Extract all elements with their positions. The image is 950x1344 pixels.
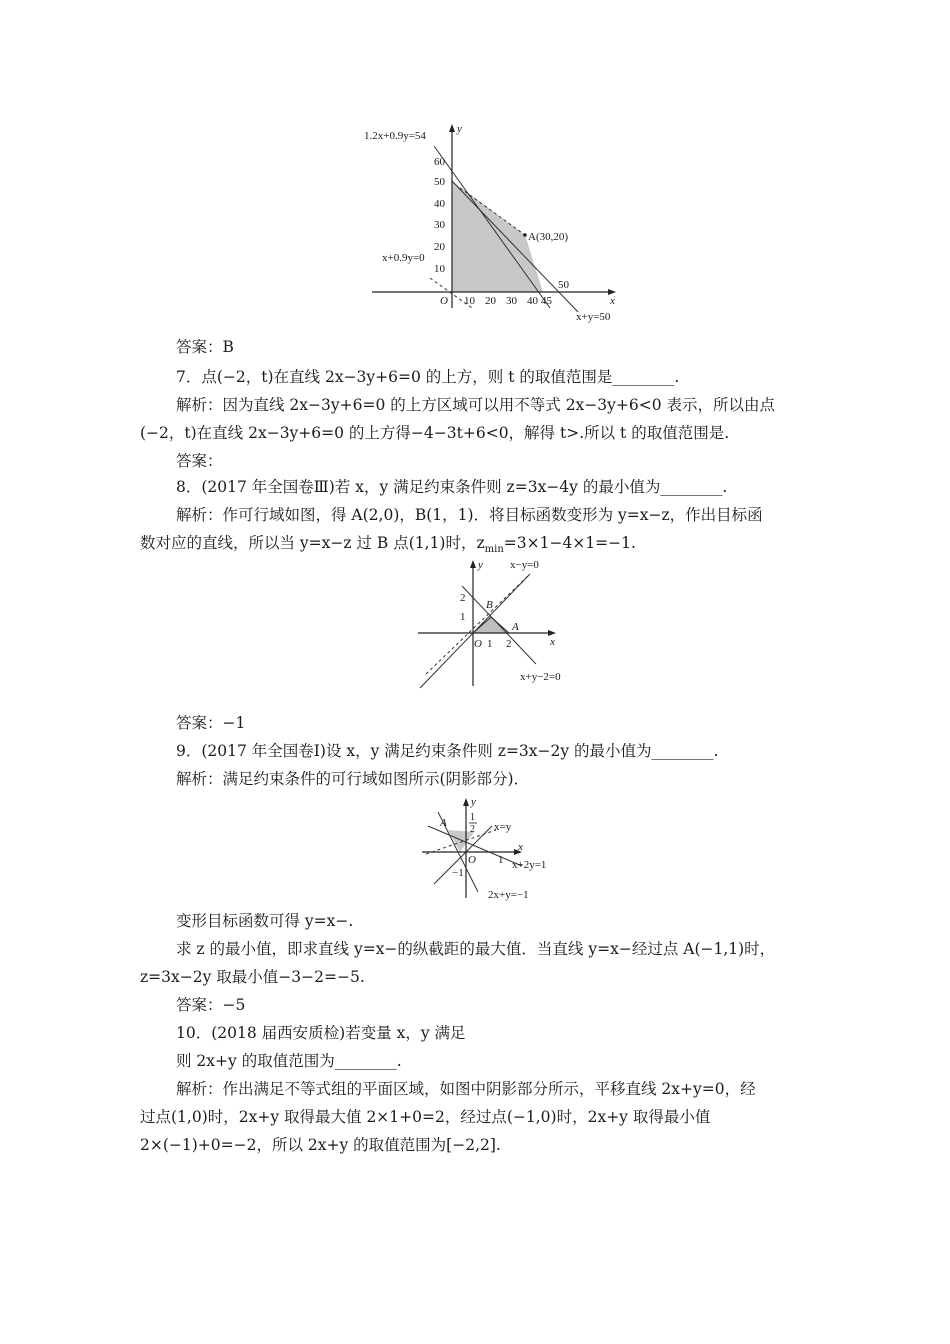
label-point-b: B xyxy=(486,599,493,611)
point-a-dot xyxy=(523,233,527,237)
half-numerator: 1 xyxy=(470,812,475,823)
half-denominator: 2 xyxy=(470,824,475,835)
tick-y-m1: −1 xyxy=(452,867,464,879)
label-point-a: A(30,20) xyxy=(528,231,569,243)
label-origin: O xyxy=(440,295,448,307)
tick-x-40: 40 xyxy=(527,295,538,307)
solution-8-line-1: 解析：作可行域如图，得 A(2,0)，B(1，1)．将目标函数变形为 y=x−z，作出目标函 xyxy=(176,506,763,524)
question-10-line-1: 10．(2018 届西安质检)若变量 x，y 满足 xyxy=(176,1024,466,1042)
solution-7-line-2: (−2，t)在直线 2x−3y+6=0 的上方得−4−3t+6<0，解得 t>.所以 t 的取值范围是. xyxy=(140,424,730,442)
label-xy2: x+y−2=0 xyxy=(520,671,561,683)
solution-9-line-4: z=3x−2y 取最小值−3−2=−5. xyxy=(140,968,365,986)
solution-10-line-3: 2×(−1)+0=−2，所以 2x+y 的取值范围为[−2,2]. xyxy=(140,1136,501,1154)
figure-2-feasible-region xyxy=(412,556,572,691)
answer-9: 答案：−5 xyxy=(176,996,246,1014)
tick-x-30: 30 xyxy=(506,295,517,307)
answer-6: 答案：B xyxy=(176,338,234,356)
tick-x-45: 45 xyxy=(541,295,552,307)
subscript-min: min xyxy=(484,544,504,556)
answer-7: 答案： xyxy=(176,452,223,470)
tick-x-1: 1 xyxy=(498,854,504,866)
label-50: 50 xyxy=(558,279,569,291)
tick-y-60: 60 xyxy=(434,156,445,168)
label-x-axis: x xyxy=(550,636,555,648)
label-xy: x=y xyxy=(494,821,512,833)
y-axis-arrow xyxy=(470,560,476,568)
feasible-region-hatched xyxy=(473,617,509,633)
solution-9-line-3: 求 z 的最小值，即求直线 y=x−的纵截距的最大值．当直线 y=x−经过点 A(−1,1)时， xyxy=(176,940,776,958)
question-9: 9．(2017 年全国卷Ⅰ)设 x，y 满足约束条件则 z=3x−2y 的最小值为________. xyxy=(176,742,719,760)
tick-x-1: 1 xyxy=(487,638,493,650)
y-axis-arrow xyxy=(449,124,455,132)
question-8: 8．(2017 年全国卷Ⅲ)若 x，y 满足约束条件则 z=3x−4y 的最小值为________. xyxy=(176,478,728,496)
answer-8: 答案：−1 xyxy=(176,714,246,732)
solution-9-line-2: 变形目标函数可得 y=x−. xyxy=(176,912,354,930)
label-xy0: x−y=0 xyxy=(510,559,539,571)
figure-3-feasible-region xyxy=(416,792,576,904)
label-point-a: A xyxy=(512,621,519,633)
label-origin: O xyxy=(468,854,476,866)
tick-y-40: 40 xyxy=(434,198,445,210)
tick-y-2: 2 xyxy=(460,592,466,604)
figure-1-linear-programming xyxy=(360,118,630,328)
tick-y-20: 20 xyxy=(434,241,445,253)
tick-y-1: 1 xyxy=(460,611,466,623)
solution-8-text: 数对应的直线，所以当 y=x−z 过 B 点(1,1)时，z xyxy=(140,534,485,552)
question-7: 7．点(−2，t)在直线 2x−3y+6=0 的上方，则 t 的取值范围是________. xyxy=(176,368,680,386)
tick-x-20: 20 xyxy=(485,295,496,307)
label-x-axis: x xyxy=(518,841,523,853)
tick-y-50: 50 xyxy=(434,176,445,188)
label-x2y: x+2y=1 xyxy=(512,859,547,871)
tick-x-2: 2 xyxy=(506,638,512,650)
solution-7-line-1: 解析：因为直线 2x−3y+6=0 的上方区域可以用不等式 2x−3y+6<0 表示，所以由点 xyxy=(176,396,776,414)
solution-9-line-1: 解析：满足约束条件的可行域如图所示(阴影部分)． xyxy=(176,770,530,788)
label-point-a: A xyxy=(440,817,447,829)
label-xy50: x+y=50 xyxy=(576,311,611,323)
solution-8-tail: =3×1−4×1=−1. xyxy=(503,534,636,552)
tick-x-10: 10 xyxy=(464,295,475,307)
solution-10-line-1: 解析：作出满足不等式组的平面区域，如图中阴影部分所示，平移直线 2x+y=0，经 xyxy=(176,1080,756,1098)
y-axis-arrow xyxy=(463,798,469,806)
solution-10-line-2: 过点(1,0)时，2x+y 取得最大值 2×1+0=2，经过点(−1,0)时，2x+y 取得最小值 xyxy=(140,1108,711,1126)
tick-y-10: 10 xyxy=(434,263,445,275)
tick-y-30: 30 xyxy=(434,219,445,231)
label-y-axis: y xyxy=(478,559,483,571)
label-y-axis: y xyxy=(471,796,476,808)
label-x-axis: x xyxy=(610,295,615,307)
label-2xy: 2x+y=−1 xyxy=(488,889,529,901)
question-10-line-2: 则 2x+y 的取值范围为________. xyxy=(176,1052,402,1070)
label-y-axis: y xyxy=(457,123,462,135)
label-objective: x+0.9y=0 xyxy=(382,252,425,264)
label-origin: O xyxy=(474,638,482,650)
label-constraint: 1.2x+0.9y=54 xyxy=(364,130,426,142)
